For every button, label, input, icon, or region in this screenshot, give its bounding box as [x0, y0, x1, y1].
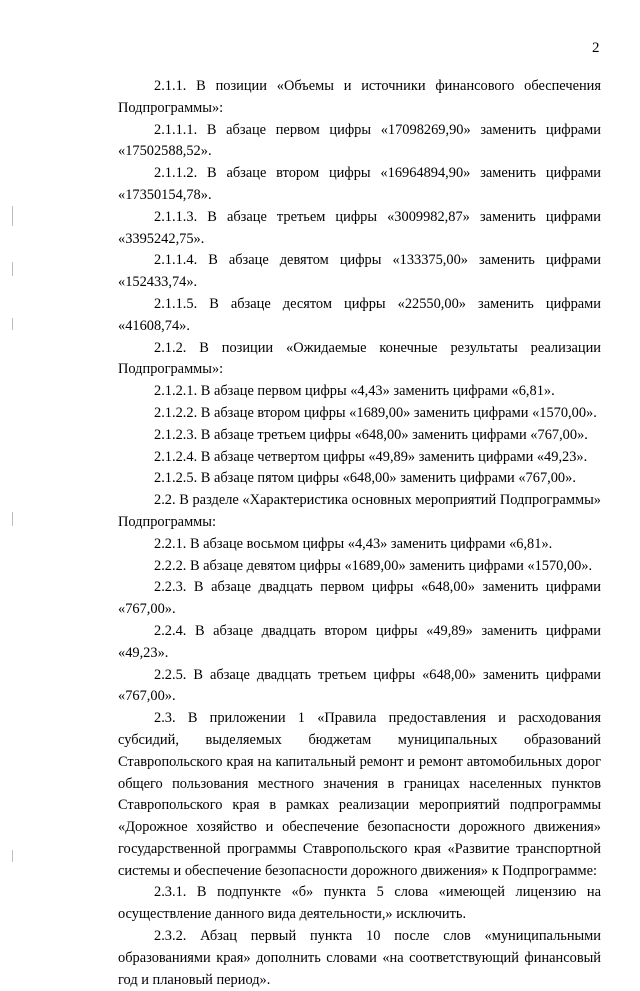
- paragraph: 2.1.2.3. В абзаце третьем цифры «648,00» заменить цифрами «767,00».: [154, 426, 588, 443]
- margin-mark: [12, 850, 13, 862]
- paragraph: 2.1.1.2. В абзаце втором цифры «16964894,90» заменить цифрами «17350154,78».: [118, 165, 601, 203]
- paragraph: 2.1.1.4. В абзаце девятом цифры «133375,00» заменить цифрами «152433,74».: [118, 252, 601, 291]
- paragraph: 2.3. В приложении 1 «Правила предоставления и расходования субсидий, выделяемых бюджетам муниципальных образований Ставропольского края на капитальный ремонт и ремонт автомобильных дорог общего пользования местного значения в границах населенных пунктов Ставропольского края в рамках реализации мероприятий подпрограммы «Дорожное хозяйство и обеспечение безопасности дорожного движения» государственной программы Ставропольского края «Развитие транспортной системы и обеспечение безопасности дорожного движения» к Подпрограмме:: [118, 710, 601, 879]
- paragraph: 2.2.3. В абзаце двадцать первом цифры «648,00» заменить цифрами «767,00».: [118, 579, 601, 618]
- paragraph: 2.2.5. В абзаце двадцать третьем цифры «648,00» заменить цифрами «767,00».: [118, 666, 601, 705]
- paragraph: 2.3.2. Абзац первый пункта 10 после слов «муниципальными образованиями края» дополнить словами «на соответствующий финансовый год и плановый период».: [118, 928, 601, 988]
- paragraph: 2.2. В разделе «Характеристика основных мероприятий Подпрограммы» Подпрограммы:: [118, 492, 601, 530]
- paragraph: 2.1.2.5. В абзаце пятом цифры «648,00» заменить цифрами «767,00».: [154, 470, 576, 487]
- paragraph: 2.1.2.1. В абзаце первом цифры «4,43» заменить цифрами «6,81».: [154, 383, 555, 400]
- paragraph: 2.1.1.1. В абзаце первом цифры «17098269,90» заменить цифрами «17502588,52».: [118, 121, 601, 160]
- paragraph: 2.2.4. В абзаце двадцать втором цифры «49,89» заменить цифрами «49,23».: [118, 622, 601, 661]
- paragraph: 2.3.1. В подпункте «б» пункта 5 слова «имеющей лицензию на осуществление данного вида деятельности,» исключить.: [118, 884, 601, 923]
- paragraph: 2.1.1.3. В абзаце третьем цифры «3009982,87» заменить цифрами «3395242,75».: [118, 208, 601, 247]
- paragraph: 2.2.1. В абзаце восьмом цифры «4,43» заменить цифрами «6,81».: [154, 535, 553, 552]
- paragraph: 2.1.1. В позиции «Объемы и источники финансового обеспечения Подпрограммы»:: [118, 78, 601, 116]
- page-number: 2: [592, 40, 600, 56]
- paragraph: 2.1.2.2. В абзаце втором цифры «1689,00» заменить цифрами «1570,00».: [154, 404, 597, 421]
- paragraph: 2.2.2. В абзаце девятом цифры «1689,00» заменить цифрами «1570,00».: [154, 557, 593, 574]
- margin-mark: [12, 512, 13, 526]
- paragraph: 2.1.1.5. В абзаце десятом цифры «22550,00» заменить цифрами «41608,74».: [118, 295, 601, 334]
- margin-mark: [12, 206, 13, 226]
- paragraph: 2.1.2. В позиции «Ожидаемые конечные результаты реализации Подпрограммы»:: [118, 339, 601, 378]
- margin-mark: [12, 318, 13, 330]
- margin-mark: [12, 262, 13, 276]
- document-body: [118, 76, 601, 991]
- paragraph: 2.1.2.4. В абзаце четвертом цифры «49,89» заменить цифрами «49,23».: [154, 448, 588, 465]
